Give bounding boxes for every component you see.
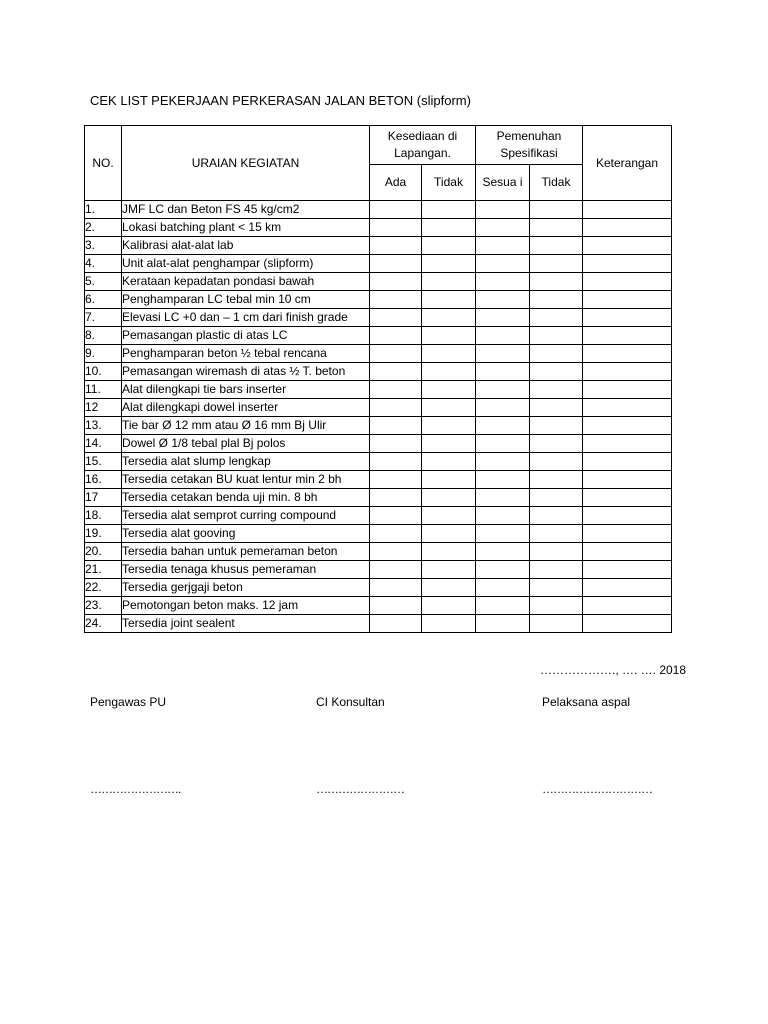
row-number: 17 [85, 489, 122, 507]
keterangan-cell[interactable] [583, 507, 672, 525]
check-ada-cell[interactable] [370, 291, 422, 309]
table-row [85, 525, 672, 543]
header-tidak-kesediaan: Tidak [422, 165, 476, 201]
check-tidak-kesediaan-cell[interactable] [422, 255, 476, 273]
row-number: 4. [85, 255, 122, 273]
row-number: 12 [85, 399, 122, 417]
check-sesuai-cell[interactable] [476, 363, 530, 381]
check-sesuai-cell[interactable] [476, 219, 530, 237]
check-tidak-pemenuhan-cell[interactable] [530, 381, 583, 399]
check-tidak-pemenuhan-cell[interactable] [530, 291, 583, 309]
row-activity: Pemotongan beton maks. 12 jam [122, 597, 370, 615]
check-ada-cell[interactable] [370, 219, 422, 237]
row-activity: Tersedia cetakan benda uji min. 8 bh [122, 489, 370, 507]
keterangan-cell[interactable] [583, 561, 672, 579]
check-tidak-pemenuhan-cell[interactable] [530, 525, 583, 543]
table-row [85, 381, 672, 399]
keterangan-cell[interactable] [583, 363, 672, 381]
row-number: 15. [85, 453, 122, 471]
check-sesuai-cell[interactable] [476, 489, 530, 507]
header-kesediaan: Kesediaan di Lapangan. [370, 126, 476, 165]
check-tidak-kesediaan-cell[interactable] [422, 399, 476, 417]
row-number: 5. [85, 273, 122, 291]
keterangan-cell[interactable] [583, 399, 672, 417]
header-sesuai: Sesua i [476, 165, 530, 201]
check-sesuai-cell[interactable] [476, 597, 530, 615]
row-activity: Dowel Ø 1/8 tebal plal Bj polos [122, 435, 370, 453]
check-ada-cell[interactable] [370, 507, 422, 525]
row-activity: Penghamparan LC tebal min 10 cm [122, 291, 370, 309]
check-tidak-pemenuhan-cell[interactable] [530, 201, 583, 219]
row-number: 2. [85, 219, 122, 237]
check-ada-cell[interactable] [370, 399, 422, 417]
table-row [85, 255, 672, 273]
row-activity: Tie bar Ø 12 mm atau Ø 16 mm Bj Ulir [122, 417, 370, 435]
check-ada-cell[interactable] [370, 471, 422, 489]
check-tidak-pemenuhan-cell[interactable] [530, 255, 583, 273]
table-row [85, 363, 672, 381]
header-ada: Ada [370, 165, 422, 201]
row-activity: Alat dilengkapi dowel inserter [122, 399, 370, 417]
check-tidak-kesediaan-cell[interactable] [422, 507, 476, 525]
check-tidak-kesediaan-cell[interactable] [422, 543, 476, 561]
table-row [85, 579, 672, 597]
table-row [85, 507, 672, 525]
row-activity: Pemasangan plastic di atas LC [122, 327, 370, 345]
check-sesuai-cell[interactable] [476, 255, 530, 273]
check-tidak-pemenuhan-cell[interactable] [530, 471, 583, 489]
signature-label-konsultan: CI Konsultan [316, 695, 385, 709]
row-activity: Kalibrasi alat-alat lab [122, 237, 370, 255]
check-tidak-pemenuhan-cell[interactable] [530, 489, 583, 507]
row-activity: Tersedia joint sealent [122, 615, 370, 633]
keterangan-cell[interactable] [583, 615, 672, 633]
document-title: CEK LIST PEKERJAAN PERKERASAN JALAN BETON (slipform) [90, 93, 471, 108]
signature-label-pelaksana: Pelaksana aspal [542, 695, 631, 709]
row-number: 14. [85, 435, 122, 453]
check-tidak-kesediaan-cell[interactable] [422, 471, 476, 489]
keterangan-cell[interactable] [583, 381, 672, 399]
check-tidak-kesediaan-cell[interactable] [422, 489, 476, 507]
check-ada-cell[interactable] [370, 453, 422, 471]
table-row [85, 489, 672, 507]
table-row [85, 417, 672, 435]
row-number: 16. [85, 471, 122, 489]
check-ada-cell[interactable] [370, 525, 422, 543]
check-tidak-kesediaan-cell[interactable] [422, 363, 476, 381]
check-sesuai-cell[interactable] [476, 471, 530, 489]
check-ada-cell[interactable] [370, 345, 422, 363]
keterangan-cell[interactable] [583, 471, 672, 489]
table-row [85, 309, 672, 327]
check-ada-cell[interactable] [370, 435, 422, 453]
table-row [85, 291, 672, 309]
keterangan-cell[interactable] [583, 237, 672, 255]
check-tidak-kesediaan-cell[interactable] [422, 345, 476, 363]
check-tidak-pemenuhan-cell[interactable] [530, 507, 583, 525]
keterangan-cell[interactable] [583, 219, 672, 237]
check-tidak-pemenuhan-cell[interactable] [530, 237, 583, 255]
row-activity: Pemasangan wiremash di atas ½ T. beton [122, 363, 370, 381]
header-row-top [85, 126, 672, 165]
check-ada-cell[interactable] [370, 255, 422, 273]
signature-label-pengawas: Pengawas PU [90, 695, 167, 709]
date-line: ………………., …. …. 2018 [540, 663, 687, 677]
row-activity: Tersedia gerjgaji beton [122, 579, 370, 597]
check-tidak-pemenuhan-cell[interactable] [530, 597, 583, 615]
check-sesuai-cell[interactable] [476, 561, 530, 579]
check-tidak-pemenuhan-cell[interactable] [530, 543, 583, 561]
keterangan-cell[interactable] [583, 327, 672, 345]
header-pemenuhan: Pemenuhan Spesifikasi [476, 126, 583, 165]
keterangan-cell[interactable] [583, 255, 672, 273]
checklist-body [85, 201, 672, 633]
row-activity: Tersedia tenaga khusus pemeraman [122, 561, 370, 579]
checklist-table [84, 125, 672, 633]
check-sesuai-cell[interactable] [476, 273, 530, 291]
check-ada-cell[interactable] [370, 201, 422, 219]
keterangan-cell[interactable] [583, 273, 672, 291]
check-tidak-pemenuhan-cell[interactable] [530, 363, 583, 381]
row-activity: Unit alat-alat penghampar (slipform) [122, 255, 370, 273]
table-row [85, 345, 672, 363]
check-tidak-kesediaan-cell[interactable] [422, 561, 476, 579]
check-tidak-kesediaan-cell[interactable] [422, 201, 476, 219]
check-sesuai-cell[interactable] [476, 381, 530, 399]
row-activity: Tersedia bahan untuk pemeraman beton [122, 543, 370, 561]
check-tidak-pemenuhan-cell[interactable] [530, 327, 583, 345]
check-tidak-kesediaan-cell[interactable] [422, 417, 476, 435]
row-number: 6. [85, 291, 122, 309]
check-tidak-kesediaan-cell[interactable] [422, 525, 476, 543]
check-tidak-pemenuhan-cell[interactable] [530, 219, 583, 237]
row-number: 8. [85, 327, 122, 345]
row-activity: Tersedia alat slump lengkap [122, 453, 370, 471]
row-activity: Tersedia alat gooving [122, 525, 370, 543]
check-sesuai-cell[interactable] [476, 453, 530, 471]
check-tidak-pemenuhan-cell[interactable] [530, 561, 583, 579]
check-tidak-kesediaan-cell[interactable] [422, 219, 476, 237]
check-tidak-kesediaan-cell[interactable] [422, 237, 476, 255]
row-number: 18. [85, 507, 122, 525]
check-tidak-pemenuhan-cell[interactable] [530, 399, 583, 417]
keterangan-cell[interactable] [583, 435, 672, 453]
check-tidak-pemenuhan-cell[interactable] [530, 417, 583, 435]
check-ada-cell[interactable] [370, 309, 422, 327]
check-tidak-pemenuhan-cell[interactable] [530, 435, 583, 453]
keterangan-cell[interactable] [583, 309, 672, 327]
table-row [85, 327, 672, 345]
row-activity: Tersedia alat semprot curring compound [122, 507, 370, 525]
table-row [85, 435, 672, 453]
table-row [85, 201, 672, 219]
keterangan-cell[interactable] [583, 597, 672, 615]
row-number: 9. [85, 345, 122, 363]
keterangan-cell[interactable] [583, 489, 672, 507]
check-ada-cell[interactable] [370, 273, 422, 291]
check-sesuai-cell[interactable] [476, 543, 530, 561]
check-tidak-kesediaan-cell[interactable] [422, 453, 476, 471]
check-ada-cell[interactable] [370, 597, 422, 615]
row-number: 19. [85, 525, 122, 543]
check-tidak-pemenuhan-cell[interactable] [530, 615, 583, 633]
header-no: NO. [85, 126, 122, 201]
table-row [85, 453, 672, 471]
table-row [85, 219, 672, 237]
keterangan-cell[interactable] [583, 345, 672, 363]
row-number: 24. [85, 615, 122, 633]
table-row [85, 273, 672, 291]
row-number: 11. [85, 381, 122, 399]
check-sesuai-cell[interactable] [476, 345, 530, 363]
keterangan-cell[interactable] [583, 291, 672, 309]
keterangan-cell[interactable] [583, 525, 672, 543]
check-sesuai-cell[interactable] [476, 435, 530, 453]
header-tidak-pemenuhan: Tidak [530, 165, 583, 201]
row-number: 10. [85, 363, 122, 381]
row-number: 7. [85, 309, 122, 327]
keterangan-cell[interactable] [583, 417, 672, 435]
row-activity: Tersedia cetakan BU kuat lentur min 2 bh [122, 471, 370, 489]
table-row [85, 561, 672, 579]
check-tidak-kesediaan-cell[interactable] [422, 597, 476, 615]
row-number: 22. [85, 579, 122, 597]
row-activity: Lokasi batching plant < 15 km [122, 219, 370, 237]
check-sesuai-cell[interactable] [476, 291, 530, 309]
check-sesuai-cell[interactable] [476, 615, 530, 633]
check-ada-cell[interactable] [370, 579, 422, 597]
check-ada-cell[interactable] [370, 561, 422, 579]
row-activity: Elevasi LC +0 dan – 1 cm dari finish grade [122, 309, 370, 327]
check-sesuai-cell[interactable] [476, 399, 530, 417]
check-ada-cell[interactable] [370, 417, 422, 435]
check-tidak-kesediaan-cell[interactable] [422, 615, 476, 633]
check-sesuai-cell[interactable] [476, 327, 530, 345]
check-tidak-pemenuhan-cell[interactable] [530, 309, 583, 327]
header-uraian-kegiatan: URAIAN KEGIATAN [122, 126, 370, 201]
check-tidak-kesediaan-cell[interactable] [422, 273, 476, 291]
check-tidak-kesediaan-cell[interactable] [422, 579, 476, 597]
row-number: 20. [85, 543, 122, 561]
table-row [85, 615, 672, 633]
check-sesuai-cell[interactable] [476, 237, 530, 255]
check-tidak-kesediaan-cell[interactable] [422, 435, 476, 453]
row-number: 21. [85, 561, 122, 579]
check-sesuai-cell[interactable] [476, 417, 530, 435]
table-row [85, 543, 672, 561]
check-tidak-kesediaan-cell[interactable] [422, 309, 476, 327]
signature-line-pelaksana: ………………………… [542, 782, 652, 796]
check-ada-cell[interactable] [370, 381, 422, 399]
row-number: 1. [85, 201, 122, 219]
check-sesuai-cell[interactable] [476, 507, 530, 525]
table-row [85, 237, 672, 255]
row-number: 13. [85, 417, 122, 435]
check-sesuai-cell[interactable] [476, 525, 530, 543]
row-activity: Penghamparan beton ½ tebal rencana [122, 345, 370, 363]
check-sesuai-cell[interactable] [476, 201, 530, 219]
check-tidak-pemenuhan-cell[interactable] [530, 453, 583, 471]
signature-line-pengawas: ……………………. [90, 782, 181, 796]
keterangan-cell[interactable] [583, 453, 672, 471]
check-tidak-pemenuhan-cell[interactable] [530, 345, 583, 363]
row-activity: Alat dilengkapi tie bars inserter [122, 381, 370, 399]
table-row [85, 471, 672, 489]
row-activity: JMF LC dan Beton FS 45 kg/cm2 [122, 201, 370, 219]
row-number: 23. [85, 597, 122, 615]
check-ada-cell[interactable] [370, 615, 422, 633]
check-sesuai-cell[interactable] [476, 579, 530, 597]
check-tidak-kesediaan-cell[interactable] [422, 291, 476, 309]
check-sesuai-cell[interactable] [476, 309, 530, 327]
keterangan-cell[interactable] [583, 579, 672, 597]
check-tidak-kesediaan-cell[interactable] [422, 381, 476, 399]
check-ada-cell[interactable] [370, 363, 422, 381]
signature-line-konsultan: …………………… [316, 782, 404, 796]
header-keterangan: Keterangan [583, 126, 672, 201]
check-tidak-kesediaan-cell[interactable] [422, 327, 476, 345]
row-activity: Kerataan kepadatan pondasi bawah [122, 273, 370, 291]
table-row [85, 597, 672, 615]
check-ada-cell[interactable] [370, 237, 422, 255]
check-tidak-pemenuhan-cell[interactable] [530, 273, 583, 291]
check-tidak-pemenuhan-cell[interactable] [530, 579, 583, 597]
check-ada-cell[interactable] [370, 489, 422, 507]
table-row [85, 399, 672, 417]
keterangan-cell[interactable] [583, 543, 672, 561]
check-ada-cell[interactable] [370, 543, 422, 561]
keterangan-cell[interactable] [583, 201, 672, 219]
row-number: 3. [85, 237, 122, 255]
check-ada-cell[interactable] [370, 327, 422, 345]
